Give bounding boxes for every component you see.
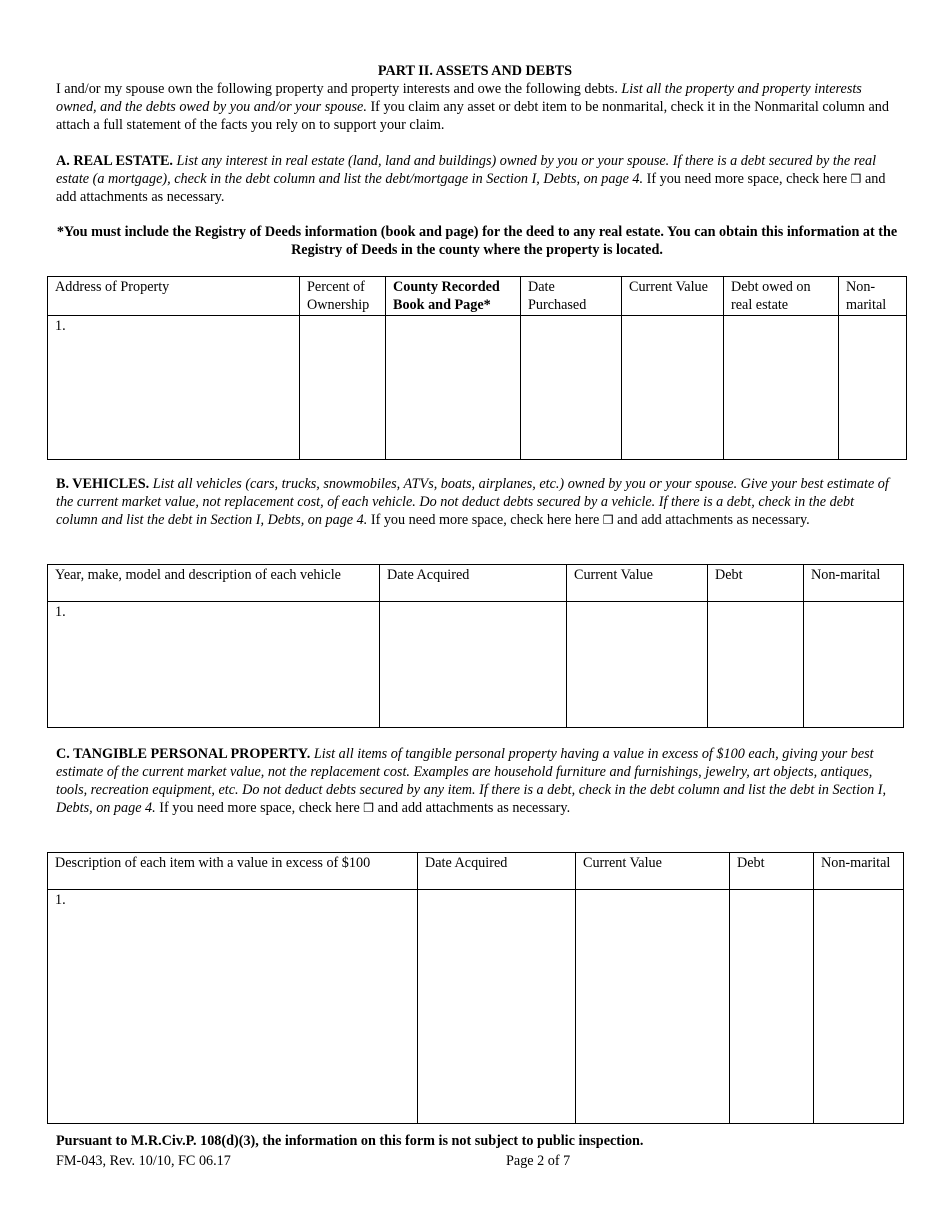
tangible-property-header-row bbox=[48, 853, 904, 890]
table-row bbox=[48, 316, 907, 460]
current-value-cell[interactable] bbox=[576, 890, 730, 1124]
section-b-heading: B. VEHICLES. bbox=[56, 476, 150, 492]
column-header-address: Address of Property bbox=[48, 277, 300, 316]
debt-cell[interactable] bbox=[708, 602, 804, 728]
section-c-tail: and add attachments as necessary. bbox=[374, 800, 571, 816]
column-header-current-value: Current Value bbox=[576, 853, 730, 890]
vehicle-description-cell[interactable]: 1. bbox=[48, 602, 380, 728]
current-value-cell[interactable] bbox=[567, 602, 708, 728]
column-header-date-acquired: Date Acquired bbox=[380, 565, 567, 602]
current-value-cell[interactable] bbox=[622, 316, 724, 460]
book-page-cell[interactable] bbox=[386, 316, 521, 460]
section-c-paragraph bbox=[56, 745, 898, 817]
section-b-paragraph bbox=[56, 475, 898, 529]
nonmarital-cell[interactable] bbox=[814, 890, 904, 1124]
item-description-cell[interactable]: 1. bbox=[48, 890, 418, 1124]
percent-ownership-cell[interactable] bbox=[300, 316, 386, 460]
section-c-instructions: List all items of tangible personal property having a value in excess of $100 each, giving your best estimate of the current market value, not the replacement cost. Examples are household furniture and furnishings, jewelry, art objects, antiques, tools, recreation equipment, etc. Do not deduct debts secured by any item. If there is a debt, check in the debt column and list the debt in Section I, Debts, on page 4. bbox=[56, 746, 887, 816]
intro-tail: If you claim any asset or debt item to be nonmarital, check it in the Nonmarital column and attach a full statement of the facts you rely on to support your claim. bbox=[56, 99, 889, 133]
section-b-instructions: List all vehicles (cars, trucks, snowmobiles, ATVs, boats, airplanes, etc.) owned by you or your spouse. Give your best estimate of the current market value, not replacement cost, of each vehicle. Do not deduct debts secured by a vehicle. If there is a debt, check in the debt column and list the debt in Section I, Debts, on page 4. bbox=[56, 476, 889, 528]
column-header-date-purchased: Date Purchased bbox=[521, 277, 622, 316]
intro-paragraph bbox=[56, 80, 898, 134]
column-header-vehicle-description: Year, make, model and description of each vehicle bbox=[48, 565, 380, 602]
date-acquired-cell[interactable] bbox=[418, 890, 576, 1124]
debt-cell[interactable] bbox=[730, 890, 814, 1124]
real-estate-header-row bbox=[48, 277, 907, 316]
column-header-percent-ownership: Percent of Ownership bbox=[300, 277, 386, 316]
section-a-heading: A. REAL ESTATE. bbox=[56, 153, 173, 169]
column-header-nonmarital: Non-marital bbox=[839, 277, 907, 316]
date-acquired-cell[interactable] bbox=[380, 602, 567, 728]
section-b-tail: and add attachments as necessary. bbox=[613, 512, 810, 528]
section-b-more-space: If you need more space, check here here bbox=[367, 512, 603, 528]
column-header-debt: Debt bbox=[730, 853, 814, 890]
confidentiality-notice: Pursuant to M.R.Civ.P. 108(d)(3), the information on this form is not subject to public inspection. bbox=[56, 1133, 644, 1149]
column-header-date-acquired: Date Acquired bbox=[418, 853, 576, 890]
debt-owed-cell[interactable] bbox=[724, 316, 839, 460]
column-header-nonmarital: Non-marital bbox=[804, 565, 904, 602]
table-row bbox=[48, 890, 904, 1124]
nonmarital-cell[interactable] bbox=[839, 316, 907, 460]
section-a-more-space: If you need more space, check here bbox=[643, 171, 851, 187]
vehicles-table bbox=[47, 564, 904, 728]
section-a-more-space-checkbox[interactable]: ❒ bbox=[850, 172, 862, 186]
address-cell[interactable]: 1. bbox=[48, 316, 300, 460]
column-header-debt-owed: Debt owed on real estate bbox=[724, 277, 839, 316]
intro-lead: I and/or my spouse own the following property and property interests and owe the following debts. bbox=[56, 81, 622, 97]
table-row bbox=[48, 602, 904, 728]
date-purchased-cell[interactable] bbox=[521, 316, 622, 460]
page-number: Page 2 of 7 bbox=[506, 1153, 571, 1169]
vehicles-header-row bbox=[48, 565, 904, 602]
column-header-book-page: County Recorded Book and Page* bbox=[386, 277, 521, 316]
intro-italic: List all the property and property interests owned, and the debts owed by you and/or your spouse. bbox=[56, 81, 862, 115]
column-header-nonmarital: Non-marital bbox=[814, 853, 904, 890]
column-header-current-value: Current Value bbox=[622, 277, 724, 316]
section-c-more-space-checkbox[interactable]: ❒ bbox=[363, 801, 375, 815]
section-c-more-space: If you need more space, check here bbox=[155, 800, 364, 816]
real-estate-table bbox=[47, 276, 907, 460]
section-c-heading: C. TANGIBLE PERSONAL PROPERTY. bbox=[56, 746, 311, 762]
column-header-debt: Debt bbox=[708, 565, 804, 602]
section-a-instructions: List any interest in real estate (land, land and buildings) owned by you or your spouse. If there is a debt secured by the real estate (a mortgage), check in the debt column and list the debt/mortgage in Section I, Debts, on page 4. bbox=[56, 153, 877, 187]
section-a-tail: and add attachments as necessary. bbox=[56, 171, 886, 205]
nonmarital-cell[interactable] bbox=[804, 602, 904, 728]
section-a-paragraph bbox=[56, 152, 898, 206]
registry-notice: *You must include the Registry of Deeds information (book and page) for the deed to any real estate. You can obtain this information at the Registry of Deeds in the county where the property is located. bbox=[56, 224, 898, 258]
form-id: FM-043, Rev. 10/10, FC 06.17 bbox=[56, 1153, 231, 1169]
tangible-property-table bbox=[47, 852, 904, 1124]
section-b-more-space-checkbox[interactable]: ❒ bbox=[602, 513, 614, 527]
column-header-item-description: Description of each item with a value in excess of $100 bbox=[48, 853, 418, 890]
part-title: PART II. ASSETS AND DEBTS bbox=[377, 63, 573, 79]
column-header-current-value: Current Value bbox=[567, 565, 708, 602]
